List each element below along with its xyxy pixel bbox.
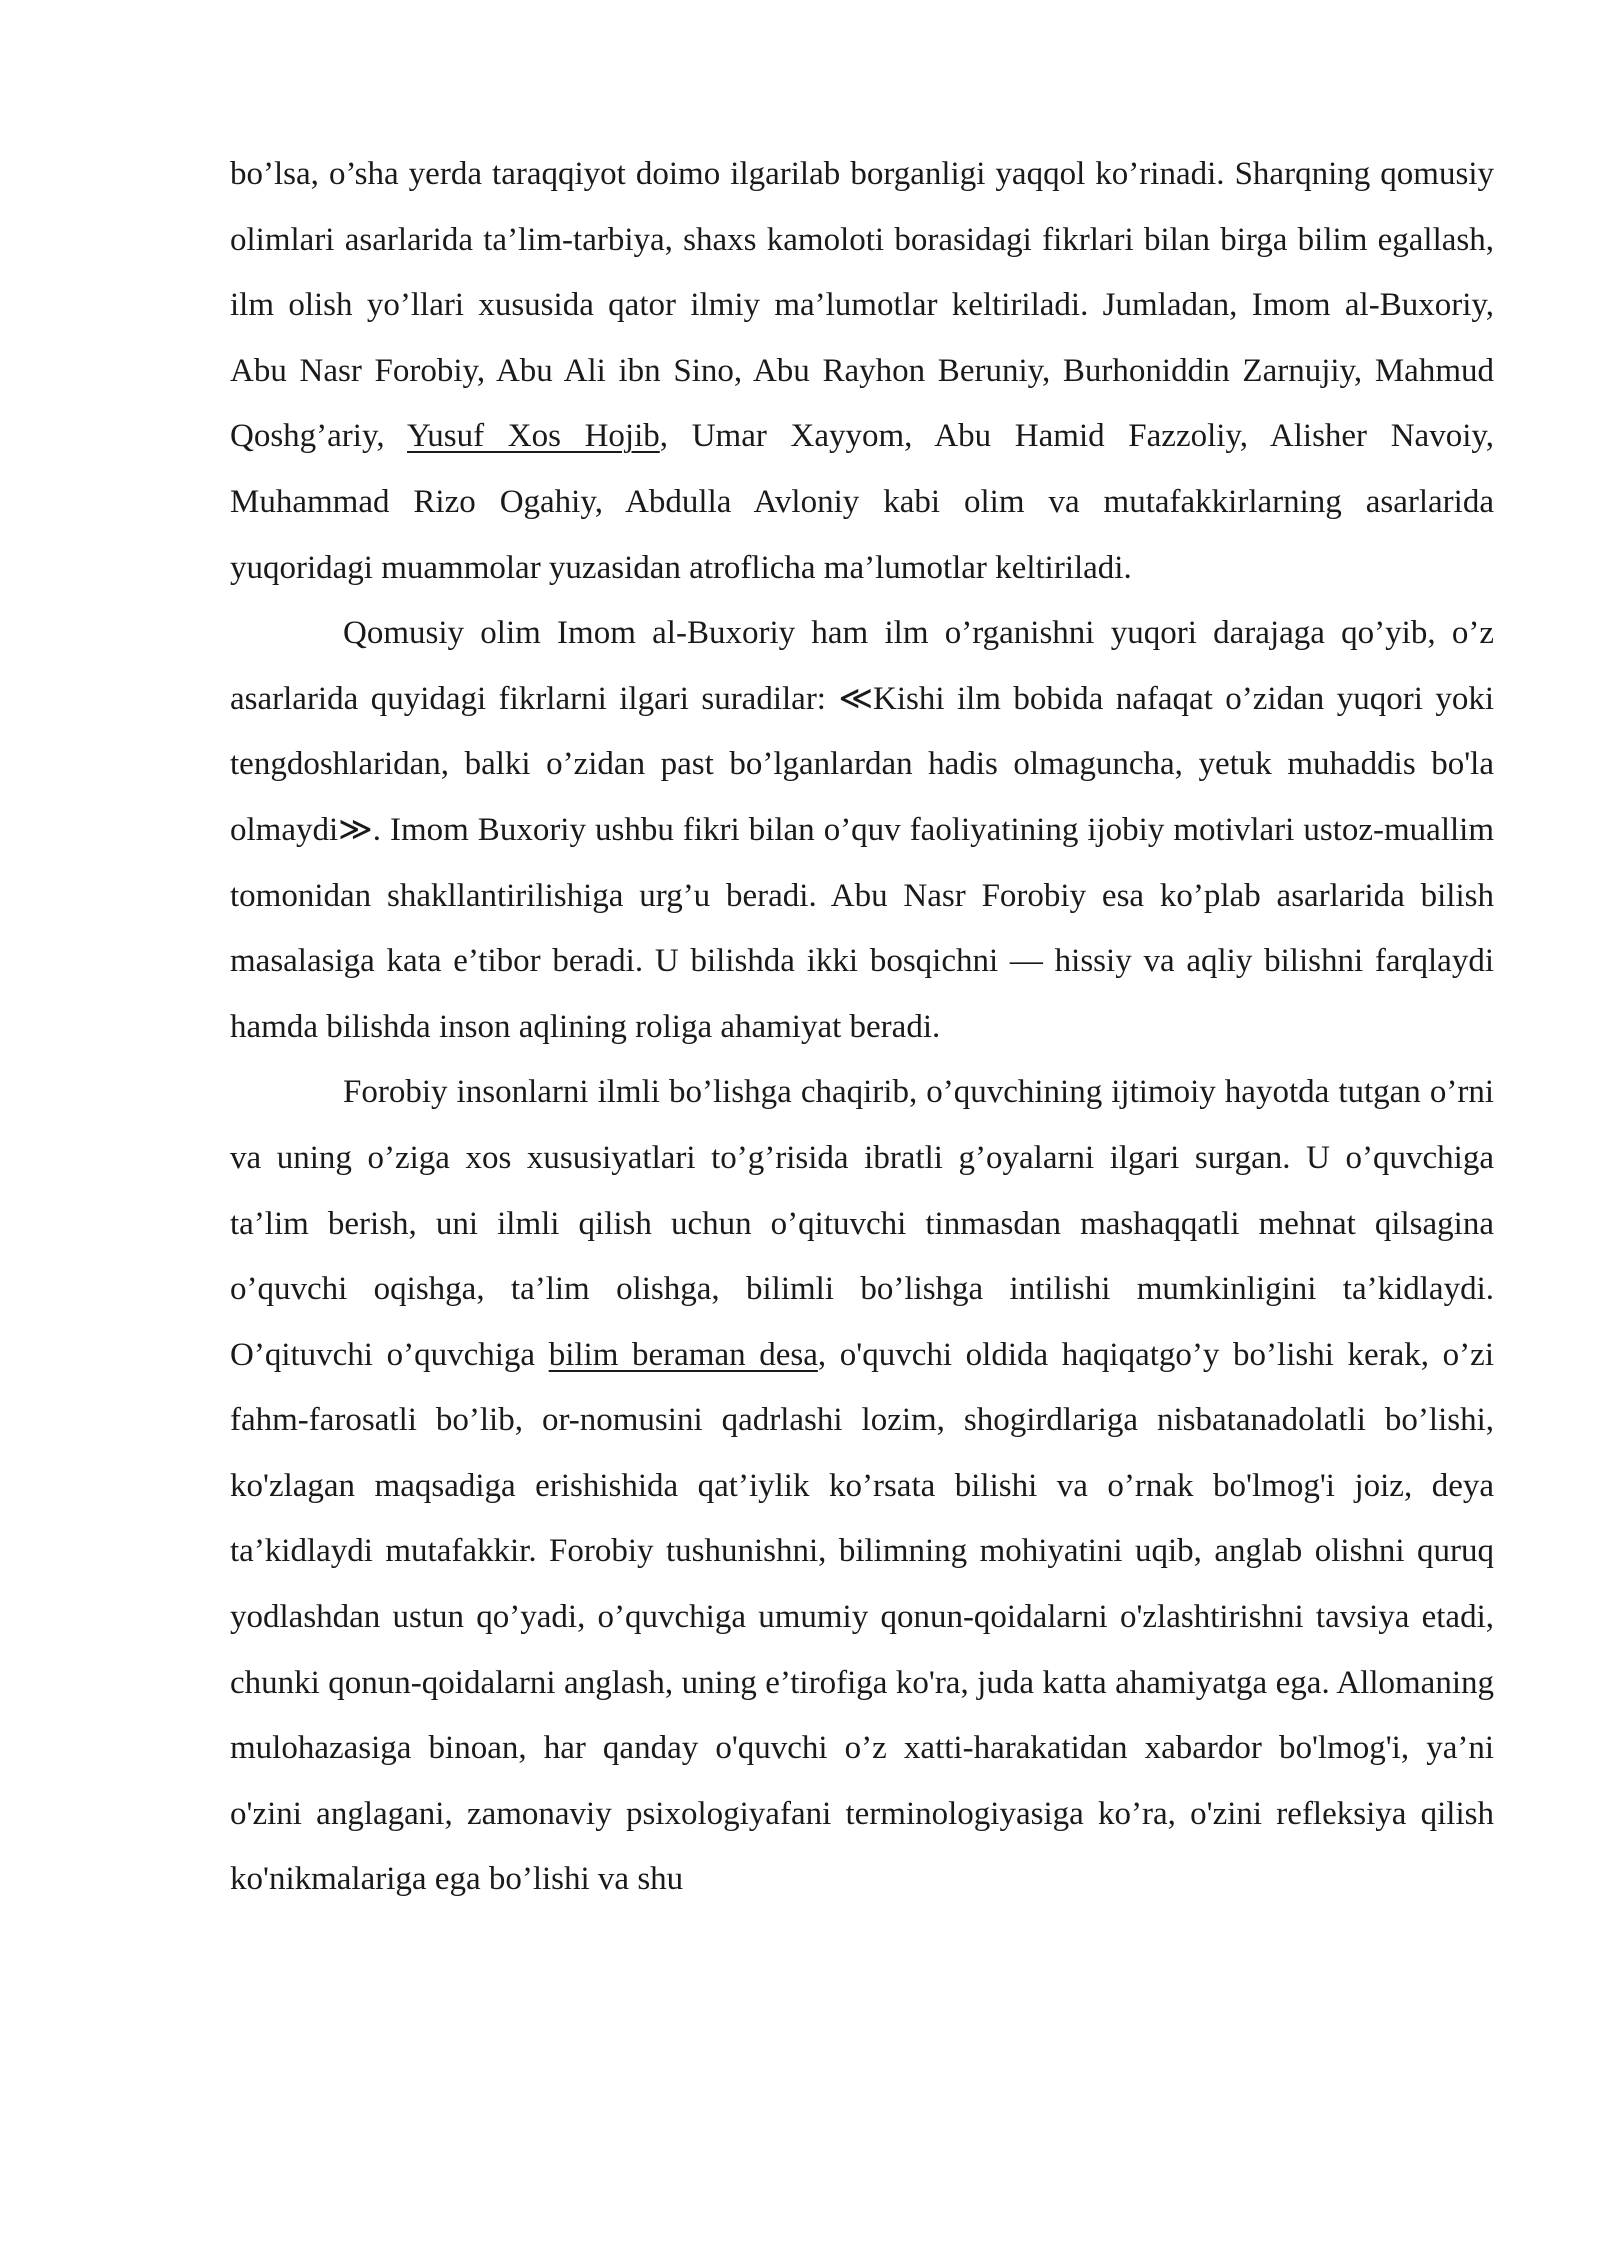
- underlined-phrase-bilim-beraman-desa: bilim beraman desa: [548, 1336, 818, 1373]
- text-segment: bo’lsa, o’sha yerda taraqqiyot doimo ilgarilab borganligi yaqqol ko’rinadi. Sharqning qomusiy olimlari asarlarida ta’lim-tarbiya, shaxs kamoloti borasidagi fikrlari bilan birga bilim egallash, ilm olish yo’llari xususida qator ilmiy ma’lumotlar keltiriladi. Jumladan, Imom al-Buxoriy, Abu Nasr Forobiy, Abu Ali ibn Sino, Abu Rayhon Beruniy, Burhoniddin Zarnujiy, Mahmud Qoshg’ariy,: [230, 156, 1494, 455]
- text-segment: , Umar Xayyom, Abu Hamid Fazzoliy, Alisher Navoiy, Muhammad Rizo Ogahiy, Abdulla Avloniy kabi olim va mutafakkirlarning asarlarida yuqoridagi muammolar yuzasidan atroflicha ma’lumotlar keltiriladi.: [230, 418, 1494, 586]
- paragraph-2: [230, 601, 1494, 1060]
- text-segment: , o'quvchi oldida haqiqatgo’y bo’lishi kerak, o’zi fahm-farosatli bo’lib, or-nomusini qadrlashi lozim, shogirdlariga nisbatanadolatli bo’lishi, ko'zlagan maqsadiga erishishida qat’iylik ko’rsata bilishi va o’rnak bo'lmog'i joiz, deya ta’kidlaydi mutafakkir. Forobiy tushunishni, bilimning mohiyatini uqib, anglab olishni quruq yodlashdan ustun qo’yadi, o’quvchiga umumiy qonun-qoidalarni o'zlashtirishni tavsiya etadi, chunki qonun-qoidalarni anglash, uning e’tirofiga ko'ra, juda katta ahamiyatga ega. Allomaning mulohazasiga binoan, har qanday o'quvchi o’z xatti-harakatidan xabardor bo'lmog'i, ya’ni o'zini anglagani, zamonaviy psixologiyafani terminologiyasiga ko’ra, o'zini refleksiya qilish ko'nikmalariga ega bo’lishi va shu: [230, 1336, 1494, 1898]
- text-segment: Qomusiy olim Imom al-Buxoriy ham ilm o’rganishni yuqori darajaga qo’yib, o’z asarlarida quyidagi fikrlarni ilgari suradilar: ≪Kishi ilm bobida nafaqat o’zidan yuqori yoki tengdoshlaridan, balki o’zidan past bo’lganlardan hadis olmaguncha, yetuk muhaddis bo'la olmaydi≫. Imom Buxoriy ushbu fikri bilan o’quv faoliyatining ijobiy motivlari ustoz-muallim tomonidan shakllantirilishiga urg’u beradi. Abu Nasr Forobiy esa ko’plab asarlarida bilish masalasiga kata e’tibor beradi. U bilishda ikki bosqichni — hissiy va aqliy bilishni farqlaydi hamda bilishda inson aqlining roliga ahamiyat beradi.: [230, 615, 1494, 1045]
- paragraph-1: [230, 142, 1494, 601]
- paragraph-3: [230, 1060, 1494, 1913]
- text-segment: Forobiy insonlarni ilmli bo’lishga chaqirib, o’quvchining ijtimoiy hayotda tutgan o’rni va uning o’ziga xos xususiyatlari to’g’risida ibratli g’oyalarni ilgari surgan. U o’quvchiga ta’lim berish, uni ilmli qilish uchun o’qituvchi tinmasdan mashaqqatli mehnat qilsagina o’quvchi oqishga, ta’lim olishga, bilimli bo’lishga intilishi mumkinligini ta’kidlaydi. O’qituvchi o’quvchiga: [230, 1074, 1494, 1373]
- underlined-phrase-yusuf-xos-hojib: Yusuf Xos Hojib: [407, 418, 660, 455]
- document-page: [230, 142, 1494, 1913]
